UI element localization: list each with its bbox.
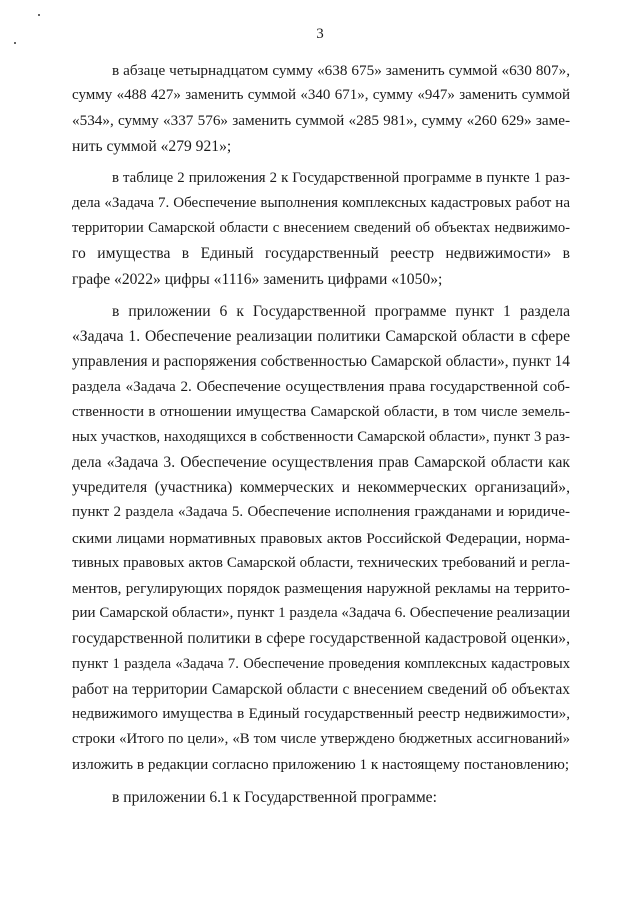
text-line: сумму «488 427» заменить суммой «340 671», сумму «947» заменить суммой xyxy=(72,87,570,104)
scan-speck xyxy=(38,14,40,16)
text-line: в таблице 2 приложения 2 к Государственной программе в пункте 1 раз- xyxy=(112,169,570,186)
text-line: дела «Задача 3. Обеспечение осуществления прав Самарской области как xyxy=(72,454,570,472)
text-line: нить суммой «279 921»; xyxy=(72,137,232,155)
text-line: в абзаце четырнадцатом сумму «638 675» заменить суммой «630 807», xyxy=(112,62,570,79)
document-body xyxy=(72,58,570,810)
paragraph-appendix-6-1 xyxy=(72,785,570,810)
text-line: раздела «Задача 2. Обеспечение осуществления права государственной соб- xyxy=(72,378,570,396)
text-line: рии Самарской области», пункт 1 раздела «Задача 6. Обеспечение реализации xyxy=(72,605,570,622)
text-line: «534», сумму «337 576» заменить суммой «285 981», сумму «260 629» заме- xyxy=(72,112,570,130)
text-line: дела «Задача 7. Обеспечение выполнения комплексных кадастровых работ на xyxy=(72,195,570,212)
text-line: управления и распоряжения собственностью Самарской области», пункт 14 xyxy=(72,353,570,371)
text-line: территории Самарской области с внесением сведений об объектах недвижимо- xyxy=(72,220,570,237)
paragraph-appendix-6 xyxy=(72,299,570,778)
text-line: в приложении 6.1 к Государственной программе: xyxy=(112,788,437,806)
text-line: го имущества в Единый государственный реестр недвижимости» в xyxy=(72,245,570,263)
text-line: тивных правовых актов Самарской области, технических требований и регла- xyxy=(72,554,570,571)
text-line: учредителя (участника) коммерческих и некоммерческих организаций», xyxy=(72,479,570,497)
text-line: в приложении 6 к Государственной программе пункт 1 раздела xyxy=(112,302,570,320)
text-line: «Задача 1. Обеспечение реализации политики Самарской области в сфере xyxy=(72,328,570,346)
text-line: недвижимого имущества в Единый государственный реестр недвижимости», xyxy=(72,706,570,723)
text-line: государственной политики в сфере государственной кадастровой оценки», xyxy=(72,630,570,648)
page-number: 3 xyxy=(316,26,324,42)
text-line: ных участков, находящихся в собственности Самарской области», пункт 3 раз- xyxy=(72,428,570,445)
text-line: строки «Итого по цели», «В том числе утверждено бюджетных ассигнований» xyxy=(72,731,570,748)
text-line: пункт 2 раздела «Задача 5. Обеспечение исполнения гражданами и юридиче- xyxy=(72,504,570,521)
text-line: ственности в отношении имущества Самарской области, в том числе земель- xyxy=(72,403,570,420)
paragraph-table-2 xyxy=(72,166,570,292)
text-line: пункт 1 раздела «Задача 7. Обеспечение проведения комплексных кадастровых xyxy=(72,655,570,672)
text-line: работ на территории Самарской области с внесением сведений об объектах xyxy=(72,680,570,698)
text-line: изложить в редакции согласно приложению 1 к настоящему постановлению; xyxy=(72,756,570,774)
text-line: ментов, регулирующих порядок размещения наружной рекламы на террито- xyxy=(72,580,570,598)
paragraph-budget-sums xyxy=(72,58,570,159)
text-line: скими лицами нормативных правовых актов Российской Федерации, норма- xyxy=(72,529,570,547)
text-line: графе «2022» цифры «1116» заменить цифрами «1050»; xyxy=(72,270,443,288)
